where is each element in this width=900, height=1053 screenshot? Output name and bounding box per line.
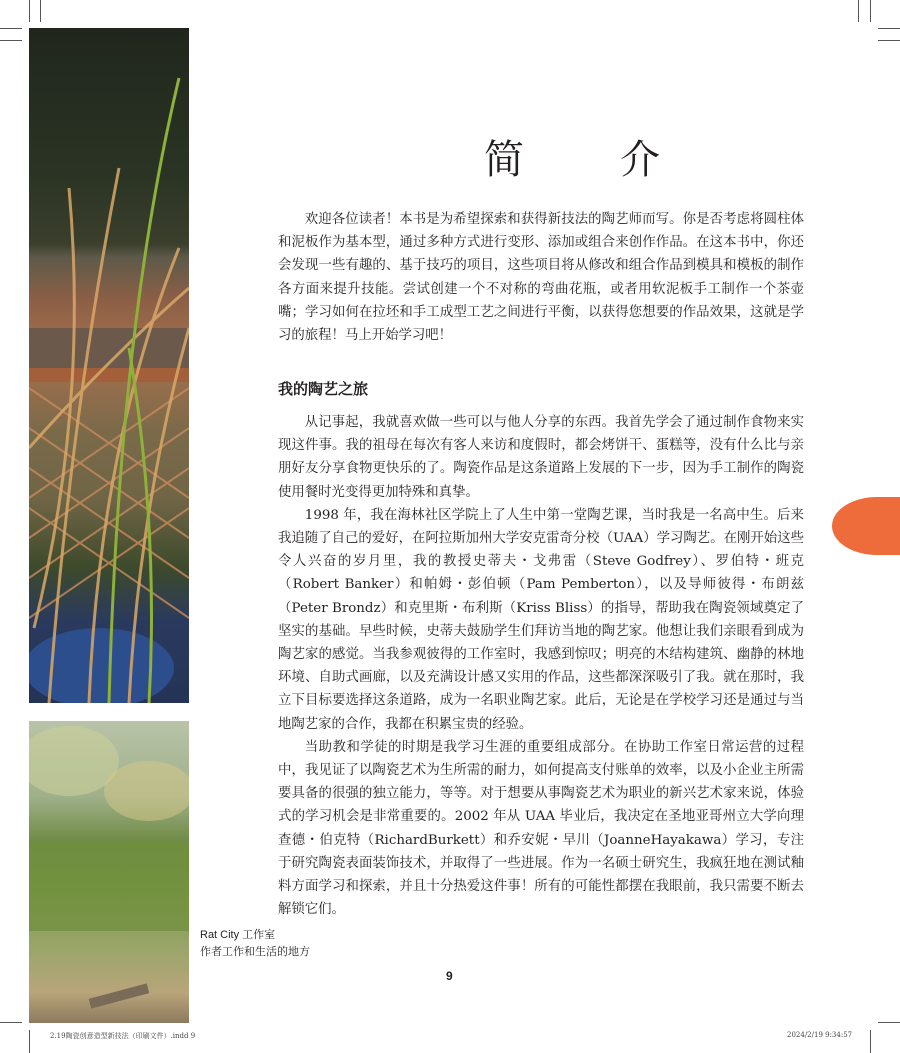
section-body: [278, 411, 804, 921]
crop-mark: [0, 40, 22, 41]
body-paragraph: 1998 年，我在海林社区学院上了人生中第一堂陶艺课，当时我是一名高中生。后来我追随了自己的爱好，在阿拉斯加州大学安克雷奇分校（UAA）学习陶艺。在刚开始这些令人兴奋的岁月里，我的教授史蒂夫・戈弗雷（Steve Godfrey）、罗伯特・班克（Robert Banker）和帕姆・彭伯顿（Pam Pemberton），以及导师彼得・布朗兹（Peter Brondz）和克里斯・布利斯（Kriss Bliss）的指导，帮助我在陶瓷领域奠定了坚实的基础。早些时候，史蒂夫鼓励学生们拜访当地的陶艺家。他想让我们亲眼看到成为陶艺家的感觉。当我参观彼得的工作室时，我感到惊叹；明亮的木结构建筑、幽静的林地环境、自助式画廊，以及充满设计感又实用的作品，这些都深深吸引了我。就在那时，我立下目标要选择这条道路，成为一名职业陶艺家。此后，无论是在学校学习还是通过与当地陶艺家的合作，我都在积累宝贵的经验。: [278, 507, 804, 732]
crop-mark: [870, 1030, 871, 1053]
lawn-photo: [29, 721, 189, 1023]
body-paragraph: 当助教和学徒的时期是我学习生涯的重要组成部分。在协助工作室日常运营的过程中，我见证了以陶瓷艺术为生所需的耐力，如何提高支付账单的效率，以及小企业主所需要具备的很强的独立能力，等等。对于想要从事陶瓷艺术为职业的新兴艺术家来说，体验式的学习机会是非常重要的。2002 年从 UAA 毕业后，我决定在圣地亚哥州立大学向理查德・伯克特（RichardBurkett）和乔安妮・早川（JoanneHayakawa）学习，专注于研究陶瓷表面装饰技术，并取得了一些进展。作为一名硕士研究生，我疯狂地在测试釉料方面学习和探索，并且十分热爱这件事！所有的可能性都摆在我眼前，我只需要不断去解锁它们。: [278, 739, 804, 918]
print-slug-file: 2.19陶瓷创意造型新技法（印刷文件）.indd 9: [50, 1032, 196, 1040]
page-title: 简 介: [484, 137, 688, 183]
page-number: 9: [446, 969, 453, 983]
intro-text: [278, 208, 804, 347]
crop-mark: [878, 40, 900, 41]
crop-mark: [0, 28, 22, 29]
crop-mark: [878, 28, 900, 29]
photo-caption: [200, 927, 310, 961]
crop-mark: [870, 0, 871, 22]
crop-mark: [29, 0, 30, 22]
studio-photo: [29, 28, 189, 703]
crop-mark: [0, 1022, 22, 1023]
caption-line: 作者工作和生活的地方: [200, 946, 310, 958]
intro-paragraph: 欢迎各位读者！本书是为希望探索和获得新技法的陶艺师而写。你是否考虑将圆柱体和泥板作为基本型，通过多种方式进行变形、添加或组合来创作作品。在这本书中，你还会发现一些有趣的、基于技巧的项目，这些项目将从修改和组合作品到模具和模板的制作各方面来提升技能。尝试创建一个不对称的弯曲花瓶，或者用软泥板手工制作一个茶壶嘴；学习如何在拉坯和手工成型工艺之间进行平衡，以获得您想要的作品效果，这就是学习的旅程！马上开始学习吧！: [278, 212, 804, 344]
chapter-tab: [832, 497, 900, 555]
section-heading: 我的陶艺之旅: [278, 380, 369, 398]
crop-mark: [29, 1030, 30, 1053]
crop-mark: [858, 0, 859, 22]
crop-mark: [878, 1022, 900, 1023]
caption-line: Rat City 工作室: [200, 929, 276, 941]
body-paragraph: 从记事起，我就喜欢做一些可以与他人分享的东西。我首先学会了通过制作食物来实现这件事。我的祖母在每次有客人来访和度假时，都会烤饼干、蛋糕等，没有什么比与亲朋好友分享食物更快乐的了。陶瓷作品是这条道路上发展的下一步，因为手工制作的陶瓷使用餐时光变得更加特殊和真挚。: [278, 415, 804, 500]
print-slug-timestamp: 2024/2/19 9:34:57: [787, 1031, 853, 1039]
crop-mark: [40, 0, 41, 22]
